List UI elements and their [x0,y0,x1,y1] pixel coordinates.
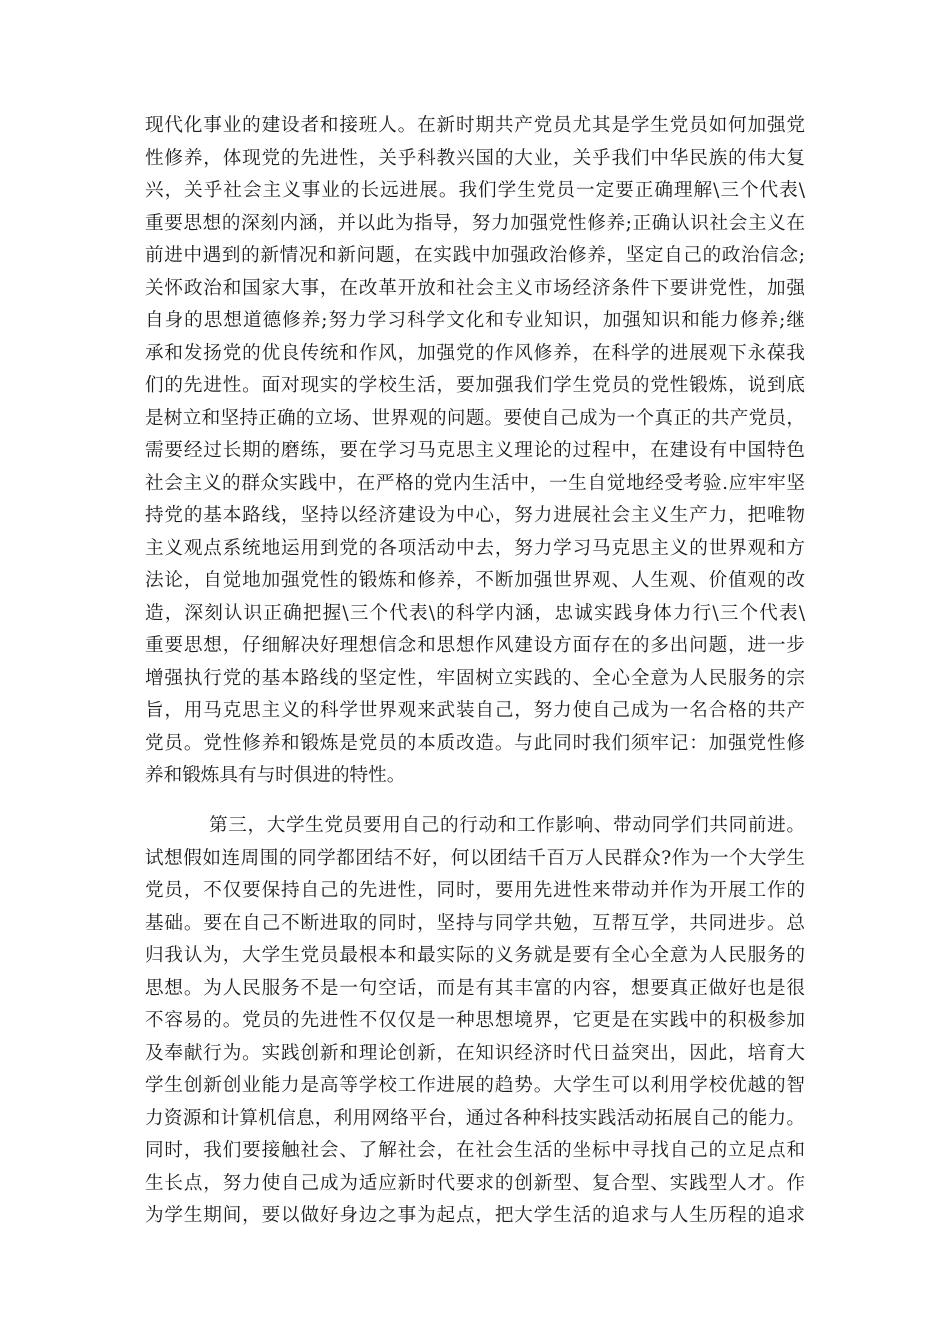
paragraph-2 [145,810,805,1233]
paragraph-line: 承和发扬党的优良传统和作风，加强党的作风修养，在科学的进展观下永葆我 [145,342,805,364]
paragraph-line: 归我认为，大学生党员最根本和最实际的义务就是要有全心全意为人民服务的 [145,945,805,966]
paragraph-line: 不容易的。党员的先进性不仅仅是一种思想境界，它更是在实践中的积极参加 [145,1010,805,1031]
paragraph-line: 学生创新创业能力是高等学校工作进展的趋势。大学生可以利用学校优越的智 [145,1075,805,1096]
paragraph-line: 增强执行党的基本路线的坚定性，牢固树立实践的、全心全意为人民服务的宗 [145,667,805,689]
paragraph-line: 主义观点系统地运用到党的各项活动中去，努力学习马克思主义的世界观和方 [145,537,805,559]
paragraph-line: 兴，关乎社会主义事业的长远进展。我们学生党员一定要正确理解\三个代表\ [145,180,805,201]
paragraph-line: 自身的思想道德修养;努力学习科学文化和专业知识，加强知识和能力修养;继 [145,310,805,331]
paragraph-line: 党员，不仅要保持自己的先进性，同时，要用先进性来带动并作为开展工作的 [145,880,805,901]
paragraph-line: 们的先进性。面对现实的学校生活，要加强我们学生党员的党性锻炼，说到底 [145,375,805,396]
paragraph-1 [145,110,805,793]
paragraph-line: 为学生期间，要以做好身边之事为起点，把大学生活的追求与人生历程的追求 [145,1205,805,1226]
paragraph-line: 旨，用马克思主义的科学世界观来武装自己，努力使自己成为一名合格的共产 [145,700,805,721]
paragraph-line: 党员。党性修养和锻炼是党员的本质改造。与此同时我们须牢记：加强党性修 [145,732,805,754]
paragraph-line: 是树立和坚持正确的立场、世界观的问题。要使自己成为一个真正的共产党员， [145,407,805,429]
paragraph-line: 第三，大学生党员要用自己的行动和工作影响、带动同学们共同前进。 [209,815,805,836]
paragraph-line: 重要思想，仔细解决好理想信念和思想作风建设方面存在的多出问题，进一步 [145,635,805,656]
paragraph-line: 前进中遇到的新情况和新问题，在实践中加强政治修养，坚定自己的政治信念; [145,245,805,266]
paragraph-line: 重要思想的深刻内涵，并以此为指导，努力加强党性修养;正确认识社会主义在 [145,212,805,234]
paragraph-line: 生长点，努力使自己成为适应新时代要求的创新型、复合型、实践型人才。作 [145,1172,805,1194]
paragraph-line: 基础。要在自己不断进取的同时，坚持与同学共勉，互帮互学，共同进步。总 [145,912,805,934]
paragraph-line: 力资源和计算机信息，利用网络平台，通过各种科技实践活动拓展自己的能力。 [145,1107,805,1129]
paragraph-line: 法论，自觉地加强党性的锻炼和修养，不断加强世界观、人生观、价值观的改 [145,570,805,591]
paragraph-line: 试想假如连周围的同学都团结不好，何以团结千百万人民群众?作为一个大学生 [145,847,805,869]
paragraph-line: 关怀政治和国家大事，在改革开放和社会主义市场经济条件下要讲党性，加强 [145,277,805,299]
paragraph-line: 造，深刻认识正确把握\三个代表\的科学内涵，忠诚实践身体力行\三个代表\ [145,602,805,624]
paragraph-line: 性修养，体现党的先进性，关乎科教兴国的大业，关乎我们中华民族的伟大复 [145,147,805,169]
paragraph-line: 同时，我们要接触社会、了解社会，在社会生活的坐标中寻找自己的立足点和 [145,1140,805,1161]
paragraph-line: 思想。为人民服务不是一句空话，而是有其丰富的内容，想要真正做好也是很 [145,977,805,999]
paragraph-line: 养和锻炼具有与时俱进的特性。 [145,765,406,786]
paragraph-line: 需要经过长期的磨练，要在学习马克思主义理论的过程中，在建设有中国特色 [145,440,805,461]
paragraph-line: 社会主义的群众实践中，在严格的党内生活中，一生自觉地经受考验.应牢牢坚 [145,472,805,494]
paragraph-line: 及奉献行为。实践创新和理论创新，在知识经济时代日益突出，因此，培育大 [145,1042,805,1064]
paragraph-line: 持党的基本路线，坚持以经济建设为中心，努力进展社会主义生产力，把唯物 [145,505,805,526]
paragraph-line: 现代化事业的建设者和接班人。在新时期共产党员尤其是学生党员如何加强党 [145,115,805,136]
